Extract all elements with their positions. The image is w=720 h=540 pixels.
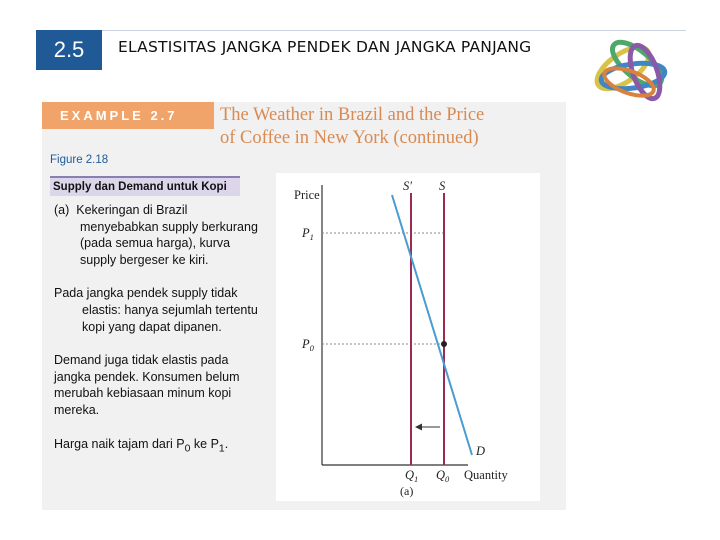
example-title: [220, 104, 484, 150]
section-number-badge: 2.5: [36, 30, 102, 70]
interlocking-rings-logo: [585, 28, 685, 112]
slide-title: ELASTISITAS JANGKA PENDEK DAN JANGKA PANJANG: [118, 38, 532, 56]
demand-curve: [392, 195, 472, 455]
equilibrium-point: [441, 341, 447, 347]
explanation-notes: [54, 202, 264, 475]
p1-subscript: 1: [309, 232, 314, 242]
note-b: Pada jangka pendek supply tidak elastis: hanya sejumlah tertentu kopi yang dapat dipanen.: [54, 286, 258, 334]
supply-new-label: S′: [403, 179, 412, 193]
q1-letter: Q: [405, 468, 415, 482]
demand-label: D: [476, 444, 486, 458]
supply-original-label: S: [439, 179, 446, 193]
supply-demand-diagram: [276, 173, 540, 501]
panel-label: (a): [400, 484, 414, 498]
note-d-prefix: Harga naik tajam dari P: [54, 436, 185, 451]
y-axis-label: Price: [294, 188, 320, 202]
note-d-sub1: 1: [218, 443, 225, 455]
p0-subscript: 0: [309, 343, 314, 353]
example-title-line-2: of Coffee in New York (continued): [220, 128, 479, 148]
q1-subscript: 1: [414, 474, 419, 484]
figure-caption: Supply dan Demand untuk Kopi: [50, 176, 240, 196]
note-a: [54, 202, 264, 268]
p0-letter: P: [302, 337, 310, 351]
note-a-text: Kekeringan di Brazil menyebabkan supply berkurang (pada semua harga), kurva supply bergeser ke kiri.: [76, 203, 258, 267]
figure-number: Figure 2.18: [50, 154, 109, 166]
q0-subscript: 0: [445, 474, 450, 484]
note-d-mid: ke P: [190, 436, 219, 451]
p1-letter: P: [302, 226, 310, 240]
note-d: [54, 436, 264, 458]
q0-letter: Q: [436, 468, 446, 482]
q1-tick-label: [405, 468, 418, 484]
note-d-end: .: [224, 436, 229, 451]
diagram-canvas: [276, 173, 540, 501]
p0-tick-label: [301, 337, 315, 353]
note-d-sub0: 0: [184, 443, 191, 455]
note-c: Demand juga tidak elastis pada jangka pendek. Konsumen belum merubah kebiasaan minum kopi mereka.: [54, 353, 240, 417]
x-axis-label: Quantity: [464, 468, 508, 482]
shift-arrow-head: [415, 424, 422, 431]
note-a-prefix: (a): [54, 203, 70, 217]
p1-tick-label: [301, 226, 314, 242]
q0-tick-label: [436, 468, 450, 484]
example-label-bar: EXAMPLE 2.7: [42, 102, 214, 129]
example-title-line-1: The Weather in Brazil and the Price: [220, 105, 485, 125]
